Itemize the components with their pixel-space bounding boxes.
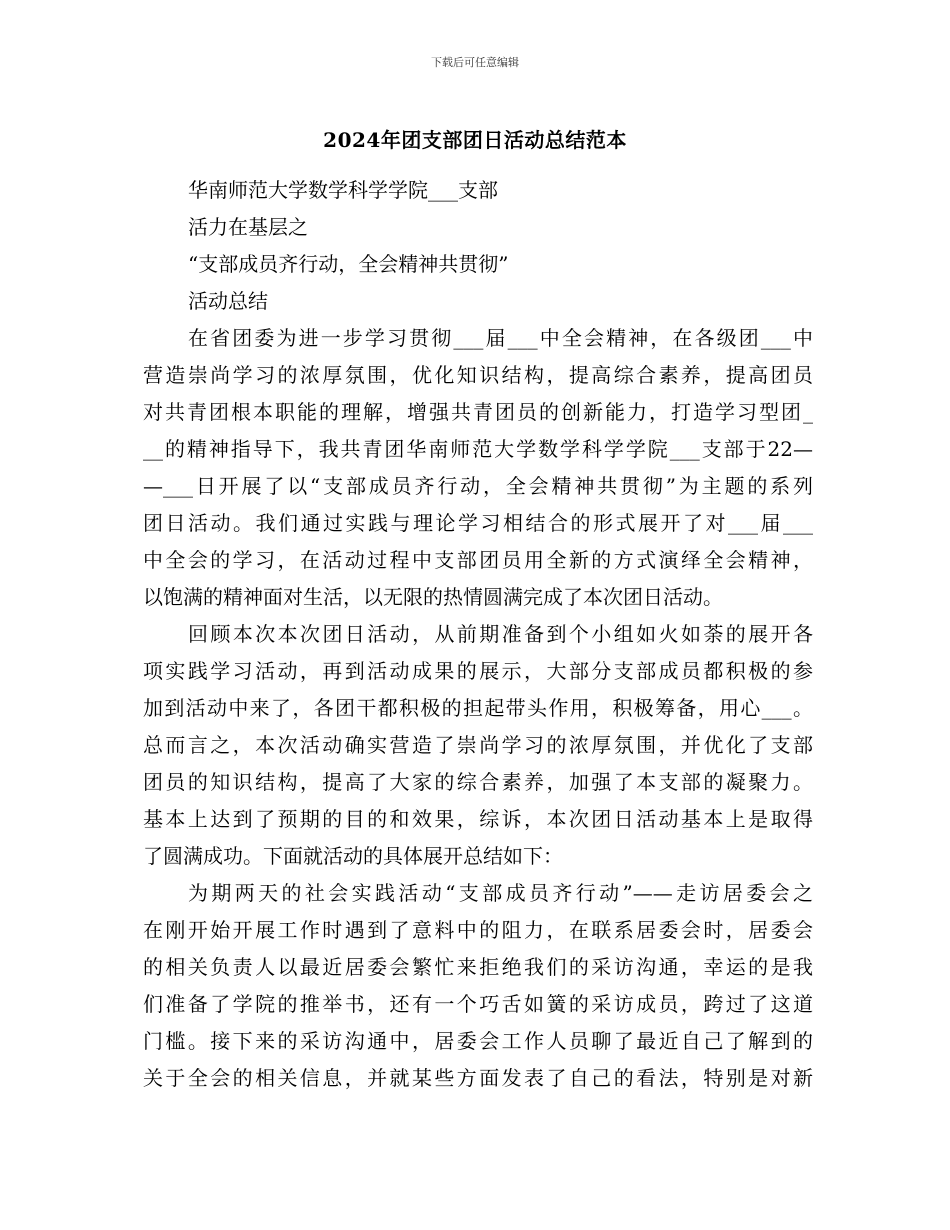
body-text-line: 关于全会的相关信息，并就某些方面发表了自己的看法，特别是对新	[143, 1066, 813, 1090]
body-text-line: 华南师范大学数学科学学院___支部	[188, 178, 498, 202]
body-text-line: 活力在基层之	[188, 215, 308, 239]
body-text-line: 团员的知识结构，提高了大家的综合素养，加强了本支部的凝聚力。	[143, 770, 813, 794]
body-text-line: 们准备了学院的推举书，还有一个巧舌如簧的采访成员，跨过了这道	[143, 992, 813, 1016]
body-text-line: 对共青团根本职能的理解，增强共青团员的创新能力，打造学习型团_	[143, 400, 813, 424]
body-text-line: 加到活动中来了，各团干都积极的担起带头作用，积极筹备，用心___。	[143, 696, 813, 720]
body-text-line: “支部成员齐行动，全会精神共贯彻”	[188, 252, 509, 276]
body-text-line: 项实践学习活动，再到活动成果的展示，大部分支部成员都积极的参	[143, 659, 813, 683]
body-text-line: 团日活动。我们通过实践与理论学习相结合的形式展开了对___届___	[143, 511, 813, 535]
body-text-line: 总而言之，本次活动确实营造了崇尚学习的浓厚氛围，并优化了支部	[143, 733, 813, 757]
document-body	[143, 172, 813, 1097]
body-text-line: 基本上达到了预期的目的和效果，综诉，本次团日活动基本上是取得	[143, 807, 813, 831]
body-text-line: 在刚开始开展工作时遇到了意料中的阻力，在联系居委会时，居委会	[143, 918, 813, 942]
document-title: 2024年团支部团日活动总结范本	[323, 128, 627, 152]
body-text-line: 以饱满的精神面对生活，以无限的热情圆满完成了本次团日活动。	[143, 585, 723, 609]
body-text-line: 回顾本次本次团日活动，从前期准备到个小组如火如荼的展开各	[188, 622, 813, 646]
page-header-note: 下载后可任意编辑	[431, 56, 519, 69]
body-text-line: __的精神指导下，我共青团华南师范大学数学科学学院___支部于22—	[143, 437, 813, 461]
body-text-line: 营造崇尚学习的浓厚氛围，优化知识结构，提高综合素养，提高团员	[143, 363, 813, 387]
body-text-line: —___日开展了以“支部成员齐行动，全会精神共贯彻”为主题的系列	[143, 474, 813, 498]
body-text-line: 的相关负责人以最近居委会繁忙来拒绝我们的采访沟通，幸运的是我	[143, 955, 813, 979]
body-text-line: 门槛。接下来的采访沟通中，居委会工作人员聊了最近自己了解到的	[143, 1029, 813, 1053]
body-text-line: 了圆满成功。下面就活动的具体展开总结如下：	[143, 844, 563, 868]
body-text-line: 为期两天的社会实践活动“支部成员齐行动”——走访居委会之	[188, 881, 813, 905]
body-text-line: 中全会的学习，在活动过程中支部团员用全新的方式演绎全会精神，	[143, 548, 813, 572]
body-text-line: 在省团委为进一步学习贯彻___届___中全会精神，在各级团___中	[188, 326, 813, 350]
body-text-line: 活动总结	[188, 289, 268, 313]
